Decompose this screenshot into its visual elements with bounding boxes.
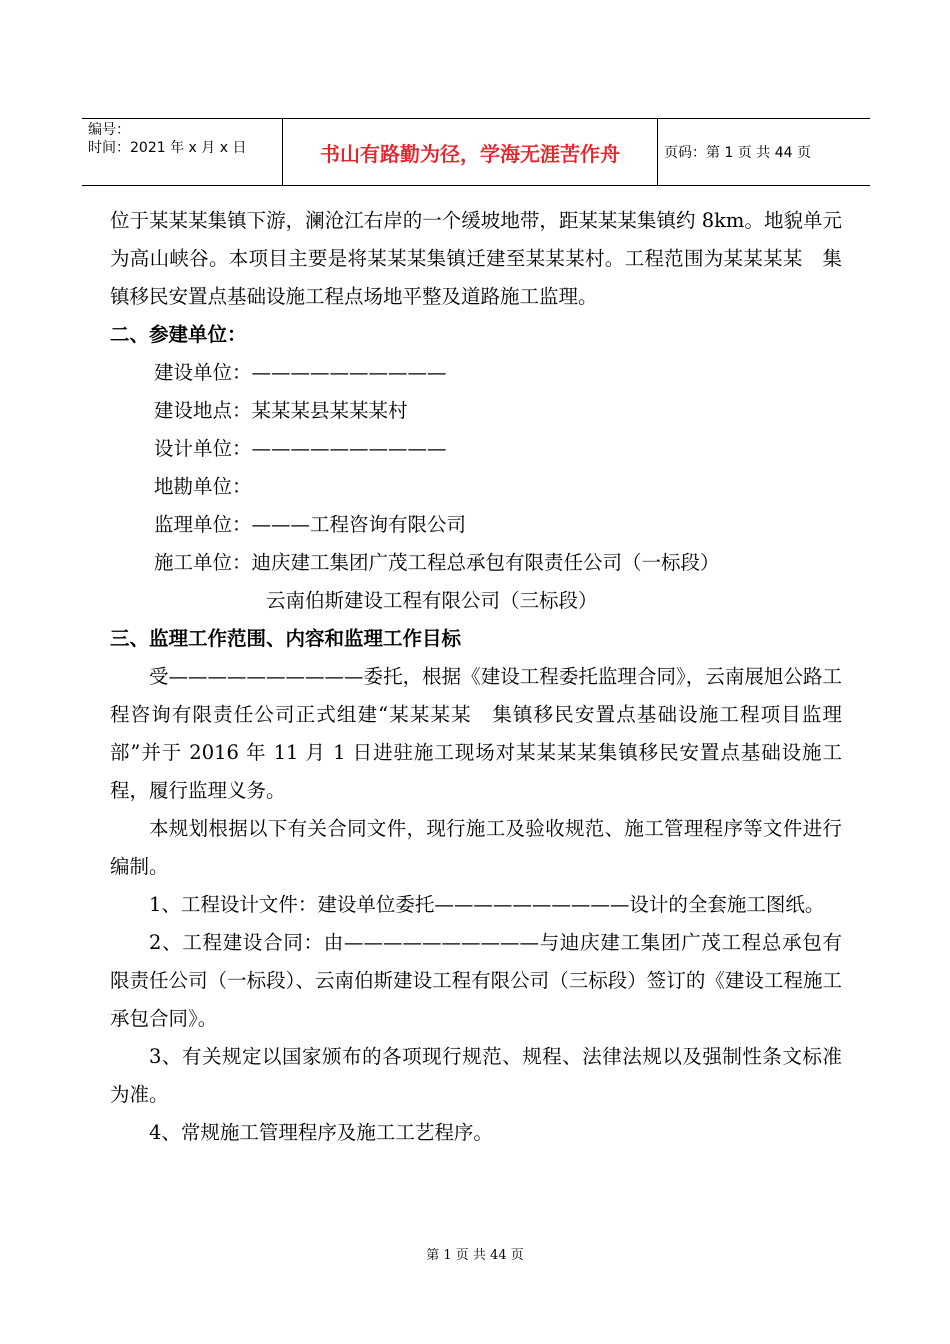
unit-label: 监理单位：: [154, 513, 252, 536]
document-body: [110, 202, 842, 1152]
unit-label: 设计单位：: [154, 437, 252, 460]
unit-row-construction: [110, 354, 842, 392]
section-heading-scope: 三、监理工作范围、内容和监理工作目标: [110, 627, 462, 650]
document-date-label: 时间：2021 年 x 月 x 日: [88, 140, 247, 156]
unit-row-contractor: [110, 544, 842, 582]
unit-row-design: [110, 430, 842, 468]
list-item: 1、工程设计文件：建设单位委托——————————设计的全套施工图纸。: [149, 893, 825, 916]
unit-value: ———工程咨询有限公司: [251, 513, 467, 536]
unit-label: 地勘单位：: [154, 475, 252, 498]
unit-value: 迪庆建工集团广茂工程总承包有限责任公司（一标段）: [251, 551, 720, 574]
list-item: 2、工程建设合同：由——————————与迪庆建工集团广茂工程总承包有限责任公司（一标段）、云南伯斯建设工程有限公司（三标段）签订的《建设工程施工承包合同》。: [110, 931, 842, 1030]
section-heading-participants: 二、参建单位：: [110, 323, 247, 346]
header-page-number: 页码：第 1 页 共 44 页: [664, 145, 811, 161]
unit-label: 建设地点：: [154, 399, 252, 422]
unit-row-location: [110, 392, 842, 430]
header-meta: [88, 121, 280, 157]
list-item: 4、常规施工管理程序及施工工艺程序。: [149, 1121, 493, 1144]
header-divider: [282, 119, 283, 185]
unit-value: ——————————: [251, 361, 447, 384]
unit-row-supervision: [110, 506, 842, 544]
body-paragraph: 本规划根据以下有关合同文件，现行施工及验收规范、施工管理程序等文件进行编制。: [110, 817, 842, 878]
body-paragraph: 受——————————委托，根据《建设工程委托监理合同》，云南展旭公路工程咨询有限责任公司正式组建“某某某某 集镇移民安置点基础设施工程项目监理部”并于 2016 年 11 月 1 日进驻施工现场对某某某某集镇移民安置点基础设施工程，履行监理义务。: [110, 665, 842, 802]
unit-row-contractor-2: 云南伯斯建设工程有限公司（三标段）: [266, 589, 598, 612]
header-divider: [657, 119, 658, 185]
unit-label: 施工单位：: [154, 551, 252, 574]
unit-value: 某某某县某某某村: [251, 399, 408, 422]
header-motto: 书山有路勤为径，学海无涯苦作舟: [320, 141, 620, 166]
unit-row-survey: [110, 468, 842, 506]
page-header: [82, 118, 870, 186]
intro-paragraph: 位于某某某集镇下游，澜沧江右岸的一个缓坡地带，距某某某集镇约 8km。地貌单元为高山峡谷。本项目主要是将某某某集镇迁建至某某某村。工程范围为某某某某 集镇移民安置点基础设施工程点场地平整及道路施工监理。: [110, 209, 842, 308]
page-footer: 第 1 页 共 44 页: [426, 1248, 524, 1263]
document-number-label: 编号：: [88, 122, 130, 138]
unit-value: ——————————: [251, 437, 447, 460]
unit-label: 建设单位：: [154, 361, 252, 384]
list-item: 3、有关规定以国家颁布的各项现行规范、规程、法律法规以及强制性条文标准为准。: [110, 1045, 842, 1106]
